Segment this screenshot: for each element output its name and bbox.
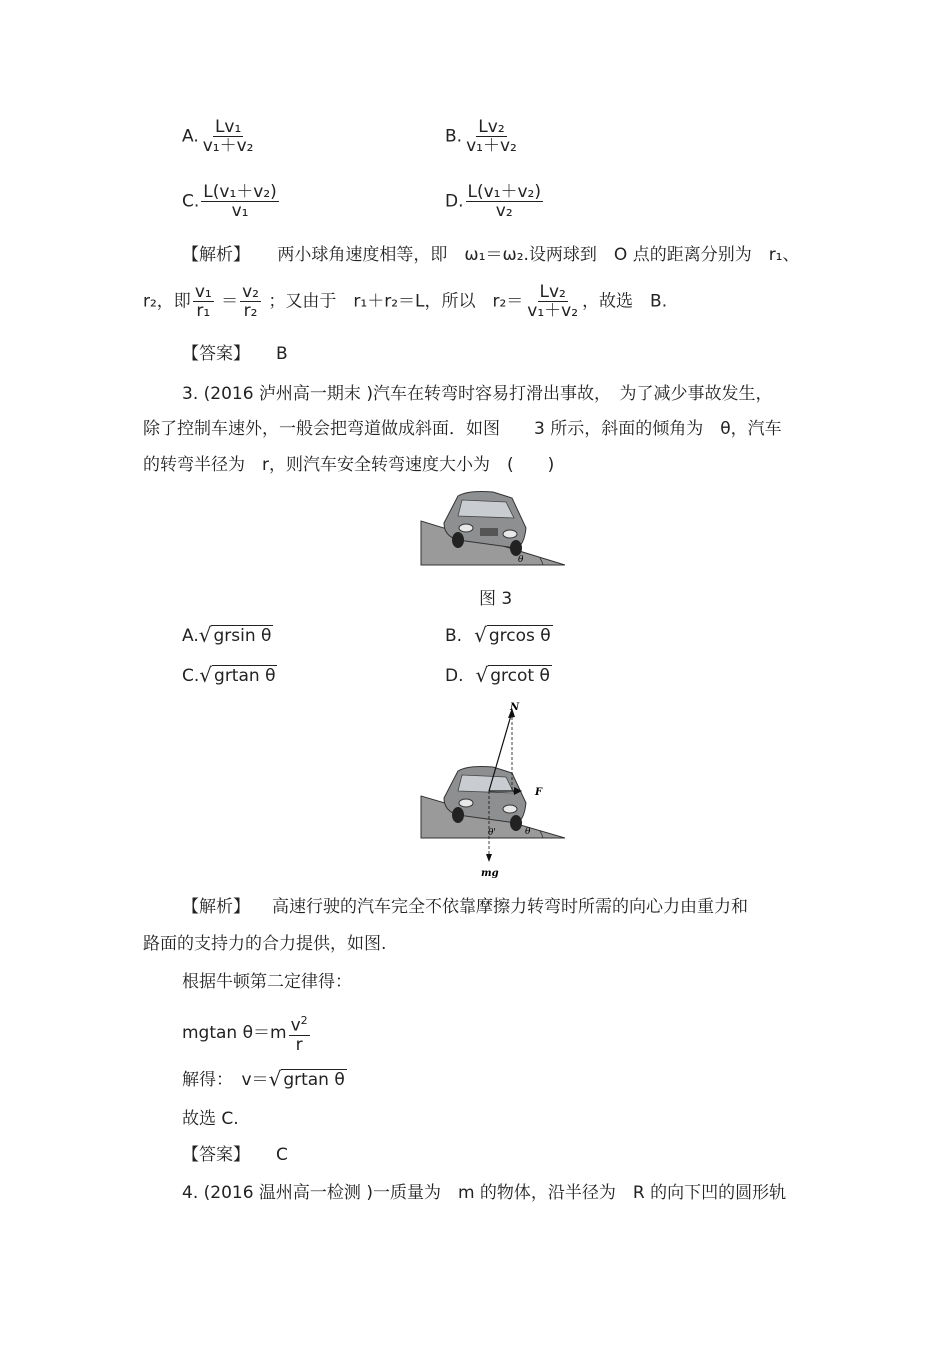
force-label-f: F — [535, 787, 543, 798]
force-label-n: N — [510, 702, 520, 713]
theta-prime-label: θ' — [488, 828, 496, 838]
q2-analysis-line2: r₂，即 $\frac{\text{v₁}}{\text{r₁}}$ ＝ $\frac{\text{v₂}}{\text{r₂}}$ ；又由于 r₁＋r₂＝L，所以 r₂＝ $\frac{\text{Lv₂}}{\text{v₁＋v₂}}$ ，故选 B. — [143, 282, 668, 321]
force-diagram — [418, 698, 568, 882]
option-d: D. $\frac{\text{L(v₁＋v₂)}}{\text{v₂}}$ — [445, 182, 541, 221]
q3-option-c: C.√ grtan θ — [182, 663, 276, 687]
q3-option-a: A.√ grsin θ — [182, 623, 272, 647]
q3-option-d: D. √ grcot θ — [445, 663, 550, 687]
option-c: C. $\frac{\text{L(v₁＋v₂)}}{\text{v₁}}$ — [182, 182, 277, 221]
figure-3-caption: 图 3 — [479, 589, 513, 609]
conclusion-line: 故选 C. — [182, 1109, 239, 1129]
force-label-mg: mg — [481, 868, 499, 879]
q3-analysis-line3: 根据牛顿第二定律得： — [182, 972, 352, 992]
q3-stem-line1: 3. (2016 泸州高一期末 )汽车在转弯时容易打滑出事故， 为了减少事故发生， — [182, 384, 773, 404]
q3-analysis-line1: 【解析】 高速行驶的汽车完全不依靠摩擦力转弯时所需的向心力由重力和 — [182, 897, 748, 917]
q3-analysis-line2: 路面的支持力的合力提供，如图. — [143, 934, 387, 954]
option-b: B. $\frac{\text{Lv₂}}{\text{v₁＋v₂}}$ — [445, 117, 517, 156]
analysis-tag: 【解析】 — [182, 245, 250, 265]
q3-answer: 【答案】 C — [182, 1145, 288, 1165]
q4-stem-line1: 4. (2016 温州高一检测 )一质量为 m 的物体，沿半径为 R 的向下凹的圆形轨 — [182, 1183, 787, 1203]
equation-newton: mgtan θ＝m $\frac{v^2}{r}$ — [182, 1014, 308, 1055]
figure-3-car-incline — [418, 488, 568, 568]
q2-analysis-line1: 【解析】 两小球角速度相等，即 ω₁＝ω₂.设两球到 O 点的距离分别为 r₁、 — [182, 245, 800, 265]
theta-label: θ — [525, 827, 531, 837]
solution-line: 解得： v＝√ grtan θ — [182, 1067, 345, 1091]
q3-option-b: B. √ grcos θ — [445, 623, 551, 647]
q2-answer: 【答案】 B — [182, 344, 288, 364]
option-a: A. $\frac{\text{Lv₁}}{\text{v₁＋v₂}}$ — [182, 117, 254, 156]
q3-stem-line3: 的转弯半径为 r，则汽车安全转弯速度大小为 ( ) — [143, 455, 555, 475]
figure-3-theta-label: θ — [518, 555, 524, 565]
q3-stem-line2: 除了控制车速外，一般会把弯道做成斜面．如图 3 所示，斜面的倾角为 θ，汽车 — [143, 419, 782, 439]
